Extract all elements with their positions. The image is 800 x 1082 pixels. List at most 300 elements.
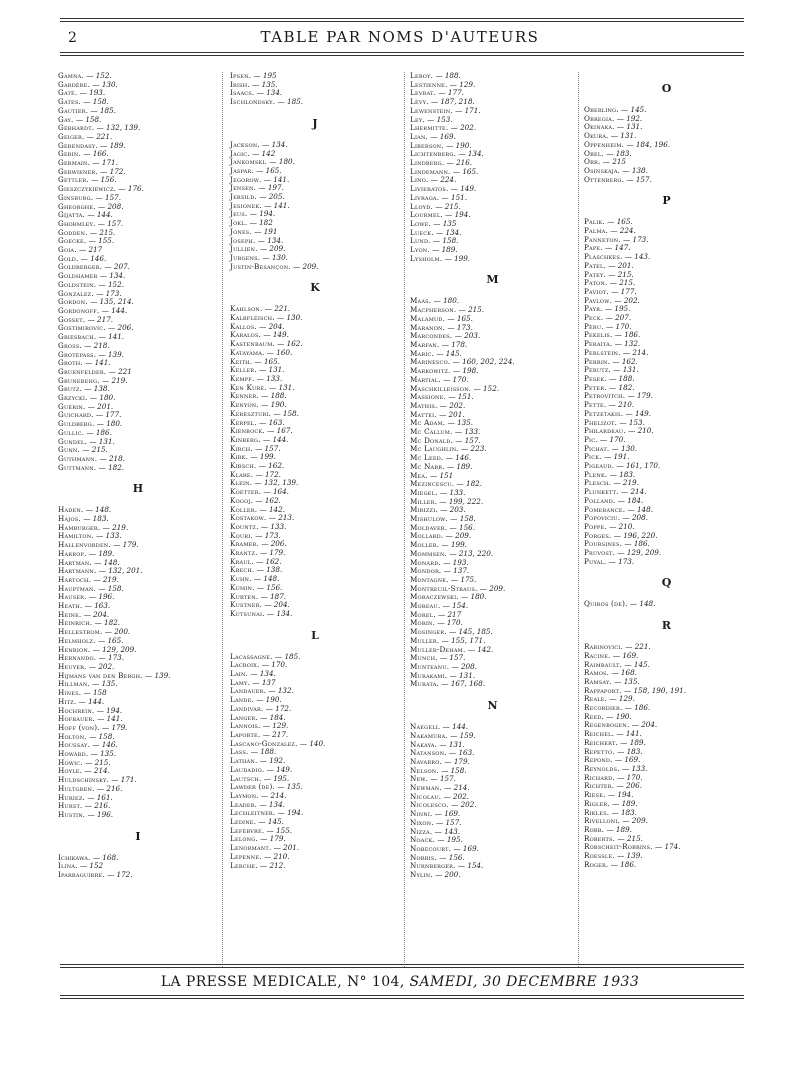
page-references: 182. — [104, 618, 121, 628]
page-references: 180. — [278, 157, 295, 167]
page-references: 177. — [620, 286, 637, 296]
dash-separator: — — [619, 764, 632, 773]
page-references: 215. — [619, 278, 636, 288]
author-name: Lacroix. — [230, 660, 260, 670]
dash-separator: — — [271, 408, 283, 418]
author-name: Gebhardt. — [58, 123, 95, 133]
author-name: Gordonoff. — [58, 305, 100, 315]
index-column-2 — [230, 72, 400, 870]
page-references: 149. — [460, 184, 477, 194]
dash-separator: — — [452, 435, 465, 445]
dash-separator: — — [254, 88, 267, 98]
author-name: Gerwiener. — [58, 166, 98, 176]
author-name: Jankomski. — [230, 157, 268, 167]
author-name: Ledine. — [230, 817, 257, 827]
dash-separator: — — [458, 592, 471, 602]
author-name: Howic. — [58, 757, 83, 767]
dash-separator: — — [90, 852, 103, 862]
page-references: 139. — [107, 349, 124, 359]
dash-separator: — — [620, 165, 632, 175]
section-letter: L — [311, 628, 319, 642]
page-references: 189. — [109, 140, 126, 150]
footer-rule-top-2 — [60, 967, 744, 968]
page-references: 162. — [286, 339, 303, 349]
page-references: 165. — [107, 635, 124, 645]
page-references: 170. — [452, 374, 469, 384]
dash-separator: — — [85, 314, 98, 324]
dash-separator: — — [260, 434, 273, 444]
page-references: 172. — [264, 469, 281, 479]
author-name: Patey. — [584, 269, 606, 279]
page-references: 201. — [283, 843, 300, 853]
page-references: 216. — [94, 801, 111, 811]
dash-separator: — — [606, 373, 619, 383]
author-name: Hoyle. — [58, 766, 83, 776]
dash-separator: — — [262, 600, 274, 610]
column-divider — [404, 72, 405, 967]
author-name: Phelizot. — [584, 417, 618, 427]
page-references: 135. — [623, 676, 640, 686]
page-references: 177. — [447, 88, 464, 98]
author-name: Lysholm. — [410, 253, 443, 263]
page-references: 165. — [456, 313, 473, 323]
page-references: 194. — [106, 705, 123, 715]
page-references: 158. — [92, 97, 109, 107]
author-name: Kurten. — [230, 591, 259, 601]
author-name: Joseph. — [230, 235, 256, 245]
page-references: 134. — [271, 139, 288, 149]
footer-date: 30 DECEMBRE 1933 — [482, 974, 640, 990]
section-letter: Q — [661, 576, 672, 590]
dash-separator: — — [99, 375, 112, 385]
page-references: 192. — [269, 756, 286, 766]
page-references: 134. — [276, 608, 293, 618]
dash-separator: — — [446, 748, 459, 758]
dash-separator: — — [274, 339, 287, 349]
page-references: 160. — [276, 347, 293, 357]
page-references: 178. — [451, 339, 468, 349]
author-name: Lepenne. — [230, 851, 262, 861]
dash-separator: — — [258, 391, 271, 401]
dash-separator: — — [267, 157, 279, 167]
dash-separator: — — [437, 505, 450, 515]
page-references: 218. — [108, 453, 125, 463]
dash-separator: — — [80, 514, 93, 524]
dash-separator: — — [83, 71, 96, 80]
page-references: 180. — [99, 393, 116, 403]
page-references: 133. — [270, 521, 287, 531]
page-references: 163. — [268, 417, 285, 427]
dash-separator: — — [433, 817, 446, 827]
dash-separator: — — [445, 322, 457, 332]
page-references: 157. — [439, 774, 456, 784]
author-name: Ken Kuré. — [230, 382, 267, 392]
author-name: Lourmel. — [410, 210, 443, 220]
page-references: 193. — [89, 88, 106, 98]
dash-separator: — — [433, 201, 445, 211]
dash-separator: — — [90, 79, 102, 89]
author-name: Kerpel. — [230, 417, 257, 427]
author-name: Mc Donald. — [410, 435, 453, 445]
dash-separator: — — [275, 808, 288, 818]
page-references: 156. — [100, 175, 117, 185]
dash-separator: — — [624, 174, 636, 184]
page-references: 135. — [261, 79, 278, 89]
page-references: 188. — [444, 71, 461, 80]
dash-separator: — — [620, 234, 633, 244]
dash-separator: — — [618, 105, 631, 114]
page-references: 157. — [449, 653, 466, 663]
author-name: Philardeau. — [584, 426, 626, 436]
dash-separator: — — [428, 175, 441, 185]
author-name: Plesch. — [584, 478, 612, 488]
dash-separator: — — [93, 531, 106, 541]
dash-separator: — — [447, 79, 460, 89]
dash-separator: — — [261, 330, 273, 340]
author-name: Okinaka. — [584, 122, 615, 132]
author-name: Krantz. — [230, 548, 258, 558]
page-references: 182. — [618, 382, 635, 392]
page-references: 129. — [272, 721, 289, 731]
page-references: 183. — [626, 746, 643, 756]
author-name: Richter. — [584, 781, 615, 791]
author-name: Harrop. — [58, 548, 87, 558]
dash-separator: — — [622, 252, 635, 262]
page-references: 173. — [456, 322, 473, 332]
dash-separator: — — [433, 71, 445, 80]
dash-separator: — — [625, 504, 637, 514]
page-references: 179. — [111, 722, 128, 732]
dash-separator: — — [82, 757, 95, 767]
page-references: 142. — [268, 504, 285, 514]
dash-separator: — — [261, 200, 274, 210]
page-references: 143. — [634, 252, 651, 262]
page-references: 190. — [455, 140, 472, 150]
dash-separator: — — [607, 469, 620, 479]
dash-separator: — — [441, 566, 454, 576]
author-name: Hurst. — [58, 801, 83, 811]
page-references: 173. — [108, 653, 125, 663]
page-references: 141. — [94, 358, 111, 368]
page-references: 221. — [96, 131, 113, 141]
page-references: 156. — [448, 852, 465, 862]
page-references: 141. — [106, 714, 123, 724]
page-references: 221 — [118, 366, 132, 376]
page-references: 165. — [265, 165, 282, 175]
dash-separator: — — [618, 487, 631, 497]
page-references: 204. — [641, 720, 658, 730]
page-references: 131. — [278, 382, 295, 392]
author-name: Geiger. — [58, 131, 85, 141]
dash-separator: — — [445, 392, 458, 402]
author-name: Gross. — [58, 340, 82, 350]
author-name: Lannois. — [230, 721, 261, 731]
author-name: Keith. — [230, 356, 253, 366]
dash-separator: — — [607, 278, 620, 288]
page-references: 133. — [449, 487, 466, 497]
author-name: Nixon. — [410, 817, 434, 827]
author-name: Kutsunai. — [230, 608, 265, 618]
page-references: 194. — [454, 210, 471, 220]
page-references: 134. — [266, 88, 283, 98]
author-name: Richard. — [584, 772, 615, 782]
dash-separator: — — [87, 436, 99, 446]
dash-separator: — — [252, 478, 264, 488]
author-name: Perutz. — [584, 365, 611, 375]
author-name: Polland. — [584, 495, 616, 505]
author-name: Gerendasy. — [58, 140, 98, 150]
dash-separator: — — [623, 408, 636, 418]
page-references: 199. — [454, 253, 471, 263]
author-name: Massione. — [410, 392, 446, 402]
author-name: Murakami. — [410, 670, 448, 680]
dash-separator: — — [449, 662, 461, 671]
page-references: 172. — [275, 703, 292, 713]
page-references: 140. — [309, 738, 326, 748]
dash-separator: — — [446, 627, 459, 637]
author-name: Mattei. — [410, 409, 437, 419]
dash-separator: — — [297, 738, 310, 748]
page-references: 215. — [99, 227, 116, 237]
page-references: 129. — [459, 79, 476, 89]
dash-separator: — — [456, 149, 468, 159]
page-references: 209. — [631, 816, 648, 826]
author-name: Mishulow. — [410, 514, 448, 524]
page-references: 202. — [449, 400, 466, 410]
dash-separator: — — [96, 462, 109, 472]
page-references: 134. — [259, 669, 276, 679]
author-name: Nicolesco. — [410, 800, 449, 810]
page-references: 131. — [448, 739, 465, 749]
author-name: Noack. — [410, 835, 436, 845]
author-name: Groth. — [58, 358, 83, 368]
page-references: 152. — [483, 383, 500, 393]
page-references: 215. — [444, 201, 461, 211]
page-references: 152 — [89, 861, 104, 871]
author-name: Kostakow. — [230, 513, 267, 523]
author-name: Rabinovici. — [584, 642, 623, 652]
page-references: 210. — [637, 426, 654, 436]
author-name: Jensen. — [230, 183, 257, 193]
author-name: Pekelis. — [584, 330, 613, 340]
author-name: Hustin. — [58, 809, 86, 819]
page-references: 137 — [261, 677, 276, 687]
dash-separator: — — [608, 286, 621, 296]
page-references: 213. — [278, 513, 295, 523]
page-references: 219. — [112, 522, 129, 532]
author-name: Martial. — [410, 374, 441, 384]
author-name: Lawder (de). — [230, 782, 275, 792]
author-name: Okura. — [584, 131, 609, 141]
author-name: Newman. — [410, 783, 442, 793]
dash-separator: — — [609, 807, 621, 817]
author-name: Ipsen. — [230, 71, 252, 80]
page-references: 199. — [259, 452, 276, 462]
dash-separator: — — [259, 139, 272, 149]
dash-separator: — — [452, 331, 465, 341]
dash-separator: — — [437, 739, 449, 749]
dash-separator: — — [247, 218, 260, 228]
dash-separator: — — [439, 339, 452, 349]
page-references: 129, 209. — [626, 548, 662, 558]
author-name: Palma. — [584, 226, 608, 236]
dash-separator: — — [262, 304, 275, 314]
dash-separator: — — [437, 487, 450, 497]
dash-separator: — — [256, 461, 269, 471]
author-name: Irish. — [230, 79, 250, 89]
dash-separator: — — [620, 347, 633, 357]
page-references: 145. — [445, 348, 462, 358]
section-letter: J — [312, 116, 318, 130]
author-name: Pigeaud. — [584, 461, 615, 471]
author-name: Gostimirovic. — [58, 323, 106, 333]
dash-separator: — — [433, 227, 446, 237]
dash-separator: — — [442, 210, 455, 220]
page-references: 131. — [98, 436, 115, 446]
page-references: 161. — [96, 792, 113, 802]
author-name: Hartoch. — [58, 574, 92, 584]
author-name: Poppe. — [584, 521, 607, 531]
dash-separator: — — [253, 495, 265, 505]
author-name: Ichikawa. — [58, 852, 91, 862]
page-references: 171. — [101, 158, 118, 168]
dash-separator: — — [652, 842, 665, 852]
author-name: Oppenheim. — [584, 139, 625, 149]
author-name: Liberson. — [410, 140, 444, 150]
author-name: Mondor. — [410, 566, 442, 576]
author-name: Kumin. — [230, 582, 255, 592]
index-column-4 — [584, 72, 749, 869]
dash-separator: — — [253, 469, 265, 479]
dash-separator: — — [258, 521, 271, 531]
dash-separator: — — [614, 113, 627, 123]
dash-separator: — — [447, 522, 460, 532]
dash-separator: — — [614, 851, 627, 861]
author-name: Laporte. — [230, 730, 261, 739]
author-name: Munch. — [410, 653, 438, 663]
author-name: Laymon. — [230, 790, 259, 800]
page-references: 151. — [451, 192, 468, 202]
dash-separator: — — [617, 417, 629, 427]
dash-separator: — — [261, 773, 274, 783]
dash-separator: — — [428, 774, 440, 784]
dash-separator: — — [439, 192, 451, 202]
page-references: 132. — [277, 686, 294, 696]
page-references: 132. — [624, 339, 641, 349]
author-name: Helmholz. — [58, 635, 96, 645]
author-name: Hines. — [58, 688, 82, 698]
author-name: Lian. — [410, 131, 429, 141]
dash-separator: — — [88, 749, 101, 759]
dash-separator: — — [89, 740, 102, 750]
author-name: Kirsch. — [230, 461, 257, 471]
author-name: Lacassagne. — [230, 651, 273, 661]
page-references: 189. — [98, 548, 115, 558]
author-name: Oberling. — [584, 105, 619, 114]
page-references: 149. — [635, 408, 652, 418]
dash-separator: — — [91, 574, 103, 584]
index-entry — [410, 680, 575, 689]
page-references: 151 — [439, 470, 454, 480]
author-name: Panneton. — [584, 234, 621, 244]
dash-separator: — — [81, 340, 94, 350]
page-references: 208. — [460, 662, 477, 671]
page-references: 144. — [96, 210, 113, 220]
dash-separator: — — [614, 461, 626, 471]
page-references: 157. — [107, 218, 124, 228]
author-name: Lestienne. — [410, 79, 448, 89]
author-name: Huldschinsky. — [58, 775, 109, 785]
author-name: Reale. — [584, 694, 608, 704]
author-name: Malamud. — [410, 313, 446, 323]
dash-separator: — — [86, 236, 99, 246]
page-references: 153. — [628, 417, 645, 427]
author-name: Houssay. — [58, 740, 90, 750]
dash-separator: — — [440, 557, 453, 567]
author-name: Rigler. — [584, 798, 610, 808]
author-name: Maas. — [410, 296, 432, 306]
page-references: 174. — [664, 842, 681, 852]
author-name: Payr. — [584, 304, 603, 314]
dash-separator: — — [253, 556, 266, 566]
author-name: Plenk. — [584, 469, 608, 479]
page-references: 189. — [441, 245, 458, 255]
dash-separator: — — [108, 775, 121, 785]
dash-separator: — — [82, 801, 95, 811]
dash-separator: — — [90, 644, 103, 654]
dash-separator: — — [94, 705, 107, 715]
page-references: 157. — [635, 174, 652, 184]
dash-separator: — — [443, 453, 456, 463]
author-name: Hoff (von). — [58, 722, 100, 732]
dash-separator: — — [627, 599, 640, 609]
author-name: Howard. — [58, 749, 89, 759]
dash-separator: — — [104, 870, 117, 880]
dash-separator: — — [95, 218, 108, 228]
page-references: 215. — [617, 269, 634, 279]
index-entry — [584, 861, 749, 870]
author-name: Naegeli. — [410, 722, 441, 732]
index-entry — [230, 610, 400, 619]
dash-separator: — — [622, 659, 634, 669]
author-name: Gates. — [58, 97, 81, 107]
dash-separator: — — [253, 165, 266, 175]
dash-separator: — — [251, 574, 264, 584]
author-name: Peter. — [584, 382, 607, 392]
dash-separator: — — [620, 513, 632, 523]
page-references: 131. — [622, 365, 639, 375]
author-name: Lechleitner. — [230, 808, 276, 818]
dash-separator: — — [448, 574, 461, 584]
dash-separator: — — [615, 548, 627, 558]
page-references: 152. — [107, 279, 124, 289]
author-name: Lenormant. — [230, 843, 272, 853]
dash-separator: — — [600, 157, 613, 167]
page-references: 179. — [269, 834, 286, 844]
page-references: 189. — [456, 461, 473, 471]
page-references: 175. — [460, 574, 477, 584]
author-name: Grzycki. — [58, 393, 88, 403]
dash-separator: — — [606, 556, 619, 566]
dash-separator: — — [614, 781, 626, 791]
author-name: Navarro. — [410, 756, 443, 766]
author-name: Mommsen. — [410, 548, 448, 558]
page-references: 195. — [273, 773, 290, 783]
dash-separator: — — [77, 861, 90, 871]
page-references: 162. — [264, 495, 281, 505]
dash-separator: — — [257, 712, 270, 722]
footer-journal: LA PRESSE MEDICALE, N° 104, — [160, 974, 405, 990]
